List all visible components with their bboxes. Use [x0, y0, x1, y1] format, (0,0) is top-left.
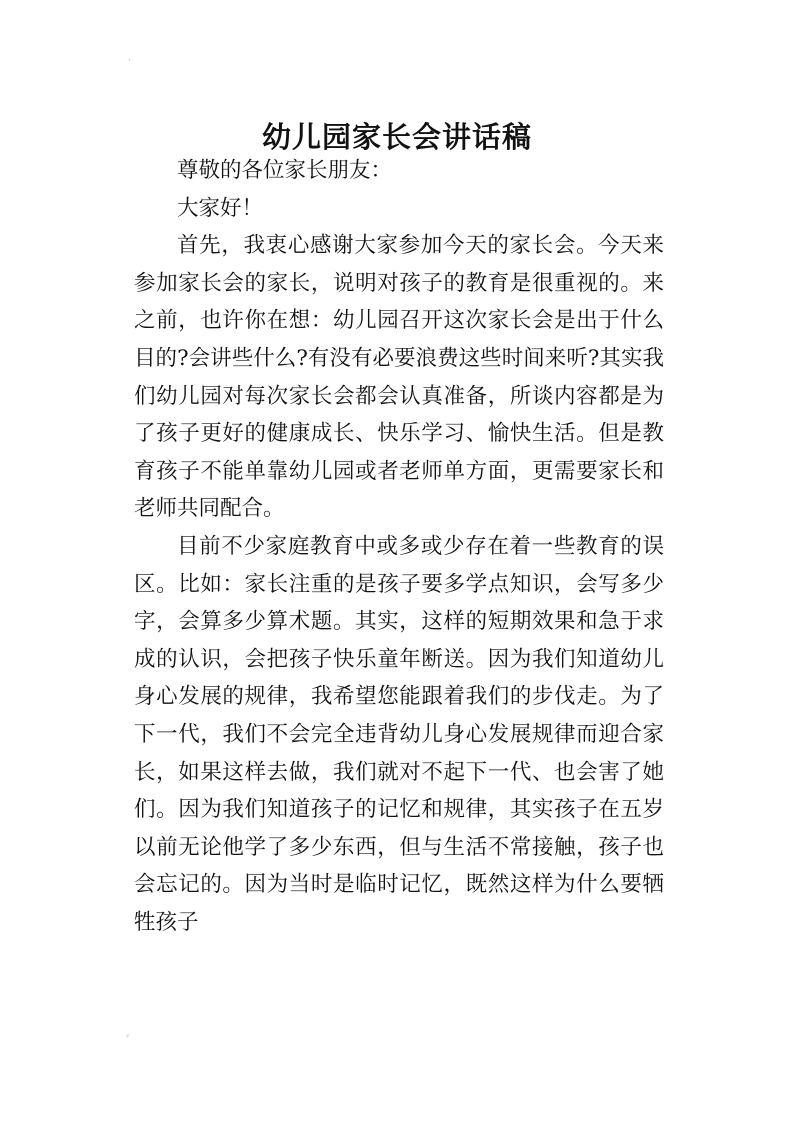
- body-paragraph-1: 首先，我衷心感谢大家参加今天的家长会。今天来参加家长会的家长，说明对孩子的教育是很重视的。来之前，也许你在想：幼儿园召开这次家长会是出于什么目的?会讲些什么?有没有必要浪费这些时间来听?其实我们幼儿园对每次家长会都会认真准备，所谈内容都是为了孩子更好的健康成长、快乐学习、愉快生活。但是教育孩子不能单靠幼儿园或者老师单方面，更需要家长和老师共同配合。: [134, 233, 664, 522]
- greeting-paragraph: 尊敬的各位家长朋友：: [177, 158, 393, 183]
- document-title: 幼儿园家长会讲话稿: [261, 120, 532, 155]
- corner-mark-bottom: ⸗: [126, 1031, 129, 1041]
- document-body: [134, 152, 664, 941]
- salutation-paragraph: 大家好！: [177, 195, 264, 221]
- body-paragraph-2: 目前不少家庭教育中或多或少存在着一些教育的误区。比如：家长注重的是孩子要多学点知识，会写多少字，会算多少算术题。其实，这样的短期效果和急于求成的认识，会把孩子快乐童年断送。因为我们知道幼儿身心发展的规律，我希望您能跟着我们的步伐走。为了下一代，我们不会完全违背幼儿身心发展规律而迎合家长，如果这样去做，我们就对不起下一代、也会害了她们。因为我们知道孩子的记忆和规律，其实孩子在五岁以前无论他学了多少东西，但与生活不常接触，孩子也会忘记的。因为当时是临时记忆，既然这样为什么要牺牲孩子: [134, 533, 664, 935]
- corner-mark-top: ': [128, 58, 131, 68]
